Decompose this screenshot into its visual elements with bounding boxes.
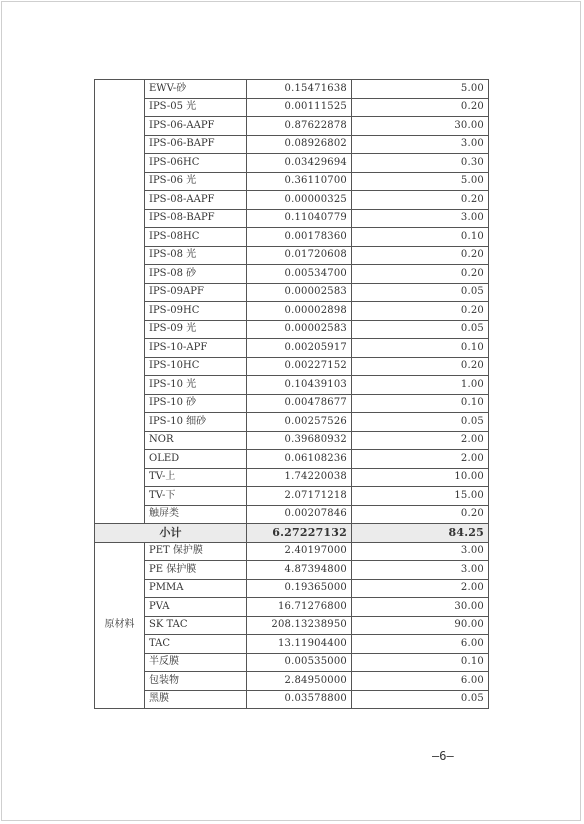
item-name: EWV-砂 xyxy=(145,80,247,99)
item-value: 0.00534700 xyxy=(247,265,352,284)
table-row xyxy=(95,598,489,617)
item-limit: 0.05 xyxy=(352,283,489,302)
subtotal-row xyxy=(95,524,489,543)
page-number: —6— xyxy=(432,749,454,763)
item-limit: 0.10 xyxy=(352,394,489,413)
item-value: 0.19365000 xyxy=(247,579,352,598)
category-cell xyxy=(95,80,145,524)
item-name: IPS-06-BAPF xyxy=(145,135,247,154)
item-value: 16.71276800 xyxy=(247,598,352,617)
item-name: IPS-08 砂 xyxy=(145,265,247,284)
item-name: 黑膜 xyxy=(145,690,247,709)
table-row xyxy=(95,80,489,99)
item-value: 2.84950000 xyxy=(247,672,352,691)
table-row xyxy=(95,302,489,321)
item-value: 0.00002583 xyxy=(247,320,352,339)
item-limit: 2.00 xyxy=(352,450,489,469)
item-limit: 1.00 xyxy=(352,376,489,395)
item-value: 2.40197000 xyxy=(247,542,352,561)
item-name: IPS-06-AAPF xyxy=(145,117,247,136)
item-limit: 0.10 xyxy=(352,653,489,672)
item-name: IPS-06 光 xyxy=(145,172,247,191)
category-cell: 原材料 xyxy=(95,542,145,709)
table-row xyxy=(95,672,489,691)
item-value: 4.87394800 xyxy=(247,561,352,580)
item-limit: 2.00 xyxy=(352,579,489,598)
item-name: IPS-08-BAPF xyxy=(145,209,247,228)
item-limit: 30.00 xyxy=(352,117,489,136)
item-name: 触屏类 xyxy=(145,505,247,524)
item-name: NOR xyxy=(145,431,247,450)
table-row xyxy=(95,394,489,413)
item-name: 包装物 xyxy=(145,672,247,691)
item-limit: 0.20 xyxy=(352,357,489,376)
item-name: PMMA xyxy=(145,579,247,598)
subtotal-label: 小计 xyxy=(95,524,247,543)
data-table xyxy=(94,79,489,709)
item-value: 0.00000325 xyxy=(247,191,352,210)
table-row xyxy=(95,487,489,506)
item-limit: 0.05 xyxy=(352,320,489,339)
item-value: 0.03429694 xyxy=(247,154,352,173)
item-value: 2.07171218 xyxy=(247,487,352,506)
item-value: 0.15471638 xyxy=(247,80,352,99)
item-name: TV-下 xyxy=(145,487,247,506)
item-name: IPS-10-APF xyxy=(145,339,247,358)
item-name: IPS-09HC xyxy=(145,302,247,321)
item-value: 0.87622878 xyxy=(247,117,352,136)
table-row xyxy=(95,246,489,265)
table-row xyxy=(95,505,489,524)
item-name: TAC xyxy=(145,635,247,654)
item-value: 0.08926802 xyxy=(247,135,352,154)
item-value: 0.10439103 xyxy=(247,376,352,395)
item-limit: 90.00 xyxy=(352,616,489,635)
item-name: IPS-10 砂 xyxy=(145,394,247,413)
table-row xyxy=(95,579,489,598)
item-limit: 0.20 xyxy=(352,98,489,117)
item-name: IPS-05 光 xyxy=(145,98,247,117)
subtotal-value: 6.27227132 xyxy=(247,524,352,543)
item-limit: 0.05 xyxy=(352,413,489,432)
item-limit: 10.00 xyxy=(352,468,489,487)
subtotal-limit: 84.25 xyxy=(352,524,489,543)
table-row xyxy=(95,468,489,487)
table-row xyxy=(95,191,489,210)
item-limit: 15.00 xyxy=(352,487,489,506)
item-value: 208.13238950 xyxy=(247,616,352,635)
item-name: IPS-08 光 xyxy=(145,246,247,265)
item-value: 13.11904400 xyxy=(247,635,352,654)
item-name: IPS-10 光 xyxy=(145,376,247,395)
item-name: IPS-09 光 xyxy=(145,320,247,339)
item-value: 0.00257526 xyxy=(247,413,352,432)
table-row xyxy=(95,320,489,339)
item-limit: 3.00 xyxy=(352,561,489,580)
item-value: 0.39680932 xyxy=(247,431,352,450)
item-name: IPS-08HC xyxy=(145,228,247,247)
table-row xyxy=(95,653,489,672)
item-limit: 2.00 xyxy=(352,431,489,450)
item-name: PVA xyxy=(145,598,247,617)
item-limit: 30.00 xyxy=(352,598,489,617)
item-limit: 3.00 xyxy=(352,209,489,228)
table-row xyxy=(95,172,489,191)
item-limit: 0.10 xyxy=(352,228,489,247)
item-value: 1.74220038 xyxy=(247,468,352,487)
item-limit: 3.00 xyxy=(352,135,489,154)
table-row xyxy=(95,135,489,154)
item-value: 0.00207846 xyxy=(247,505,352,524)
item-limit: 0.20 xyxy=(352,191,489,210)
item-limit: 0.30 xyxy=(352,154,489,173)
item-limit: 0.10 xyxy=(352,339,489,358)
table-row xyxy=(95,542,489,561)
table-row xyxy=(95,635,489,654)
item-limit: 0.05 xyxy=(352,690,489,709)
item-limit: 0.20 xyxy=(352,302,489,321)
item-limit: 5.00 xyxy=(352,172,489,191)
item-value: 0.36110700 xyxy=(247,172,352,191)
item-name: IPS-10HC xyxy=(145,357,247,376)
item-value: 0.11040779 xyxy=(247,209,352,228)
table-row xyxy=(95,154,489,173)
item-name: SK TAC xyxy=(145,616,247,635)
table-row xyxy=(95,339,489,358)
item-value: 0.00205917 xyxy=(247,339,352,358)
table-row xyxy=(95,431,489,450)
table-row xyxy=(95,98,489,117)
table-row xyxy=(95,357,489,376)
table-row xyxy=(95,616,489,635)
item-limit: 3.00 xyxy=(352,542,489,561)
item-limit: 6.00 xyxy=(352,672,489,691)
item-value: 0.00478677 xyxy=(247,394,352,413)
table-row xyxy=(95,209,489,228)
item-value: 0.03578800 xyxy=(247,690,352,709)
item-value: 0.00178360 xyxy=(247,228,352,247)
item-value: 0.00535000 xyxy=(247,653,352,672)
table-row xyxy=(95,265,489,284)
item-name: IPS-08-AAPF xyxy=(145,191,247,210)
table-row xyxy=(95,376,489,395)
item-limit: 5.00 xyxy=(352,80,489,99)
table-row xyxy=(95,690,489,709)
item-value: 0.00002583 xyxy=(247,283,352,302)
table-row xyxy=(95,117,489,136)
item-limit: 0.20 xyxy=(352,505,489,524)
table-row xyxy=(95,450,489,469)
table-row xyxy=(95,413,489,432)
item-name: IPS-10 细砂 xyxy=(145,413,247,432)
table-row xyxy=(95,228,489,247)
item-limit: 0.20 xyxy=(352,265,489,284)
table-row xyxy=(95,561,489,580)
item-limit: 6.00 xyxy=(352,635,489,654)
table-row xyxy=(95,283,489,302)
data-table-body xyxy=(95,80,489,709)
item-name: PE 保护膜 xyxy=(145,561,247,580)
item-value: 0.01720608 xyxy=(247,246,352,265)
item-value: 0.00227152 xyxy=(247,357,352,376)
item-value: 0.06108236 xyxy=(247,450,352,469)
item-name: PET 保护膜 xyxy=(145,542,247,561)
item-limit: 0.20 xyxy=(352,246,489,265)
item-name: OLED xyxy=(145,450,247,469)
item-name: IPS-09APF xyxy=(145,283,247,302)
item-value: 0.00111525 xyxy=(247,98,352,117)
item-name: 半反膜 xyxy=(145,653,247,672)
item-value: 0.00002898 xyxy=(247,302,352,321)
item-name: TV-上 xyxy=(145,468,247,487)
item-name: IPS-06HC xyxy=(145,154,247,173)
